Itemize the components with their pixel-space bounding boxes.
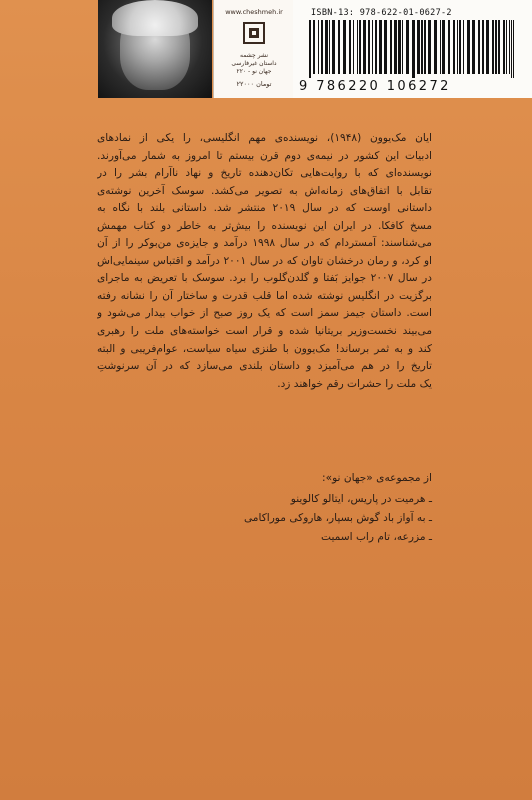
publisher-panel bbox=[213, 0, 295, 98]
author-hair bbox=[112, 0, 198, 36]
book-category: داستان غیرفارسی bbox=[231, 60, 277, 67]
publisher-url: www.cheshmeh.ir bbox=[225, 8, 283, 16]
description-line: تقابل با اتفاق‌های زمانه‌اش به تصویر می‌کشد. سوسک آخرین نوشته‌ی bbox=[97, 184, 432, 197]
description-line: برگزیت در انگلیس نوشته شده اما قلب قدرت و ساختار آن را نشانه رفته bbox=[97, 289, 432, 302]
book-description bbox=[97, 130, 432, 393]
series-list bbox=[132, 469, 432, 547]
description-line: کند و به ثمر برساند! مک‌یوون با طنزی سیاه سیاست، عوام‌فریبی و البته bbox=[97, 342, 432, 355]
publisher-imprint: نشر چشمه bbox=[240, 52, 268, 59]
description-line: می‌بیند نخست‌وزیر بریتانیا شده و قرار است خواسته‌های ملت را رهبری bbox=[97, 325, 432, 338]
description-line: می‌شناسند: آمستردام که در سال ۱۹۹۸ درآمد و جایزه‌ی من‌بوکر را از آن bbox=[97, 237, 432, 250]
description-line: نویسنده‌ای که با روایت‌هایی تکان‌دهنده تاریخ و نهاد ناآرام بشر را در bbox=[97, 167, 432, 180]
description-line: ادبیات این کشور در نیمه‌ی دوم قرن بیستم تا امروز به شمار می‌آورند. bbox=[97, 149, 432, 162]
series-item: ـ هرمیت در پاریس، ایتالو کالوینو bbox=[290, 493, 432, 505]
description-line: تاریخ را در هم می‌آمیزد و داستان بلندی می‌سازد که در آن سرنوشتِ bbox=[97, 360, 432, 373]
publisher-logo-icon bbox=[242, 21, 266, 45]
series-item: ـ به آواز باد گوش بسپار، هاروکی موراکامی bbox=[243, 512, 432, 524]
book-price: ۲۲۰۰۰ تومان bbox=[236, 80, 272, 88]
description-line: داستانی اوست که در سال ۲۰۱۹ منتشر شد. داستانی بلند با نگاه به bbox=[97, 202, 432, 215]
barcode-panel bbox=[293, 0, 532, 98]
description-line: مسخ کافکا. در ایران این نویسنده را بیش‌تر به خاطر دو کتاب مهمش bbox=[97, 219, 432, 232]
description-line: ایان مک‌یوون (۱۹۴۸)، نویسنده‌ی مهم انگلیسی، را یکی از نمادهای bbox=[97, 132, 432, 144]
barcode-bars bbox=[307, 20, 519, 78]
barcode-digits: 9 786220 106272 bbox=[299, 79, 451, 94]
author-photo bbox=[98, 0, 212, 98]
isbn-label: ISBN-13: 978-622-01-0627-2 bbox=[311, 8, 452, 18]
series-item: ـ مزرعه، تام راب اسمیت bbox=[321, 531, 432, 543]
description-line: یک ملت را حشرات رقم خواهند زد. bbox=[277, 377, 432, 390]
series-number: جهان نو - ۲۲۰ bbox=[236, 68, 272, 75]
description-line: او کرد، و رمان درخشان تاوان که در سال ۲۰۰۱ درآمد و اقتباس سینمایی‌اش bbox=[97, 254, 432, 267]
series-heading: از مجموعه‌ی «جهان نو»: bbox=[322, 472, 432, 484]
description-line: در سال ۲۰۰۷ جوایز بَفتا و گلدن‌گلوب را برد. سوسک با تعریض به ماجرای bbox=[97, 272, 432, 285]
description-line: است. داستان جیمز سمز است که یک روز صبح از خواب بیدار می‌شود و bbox=[97, 307, 432, 320]
